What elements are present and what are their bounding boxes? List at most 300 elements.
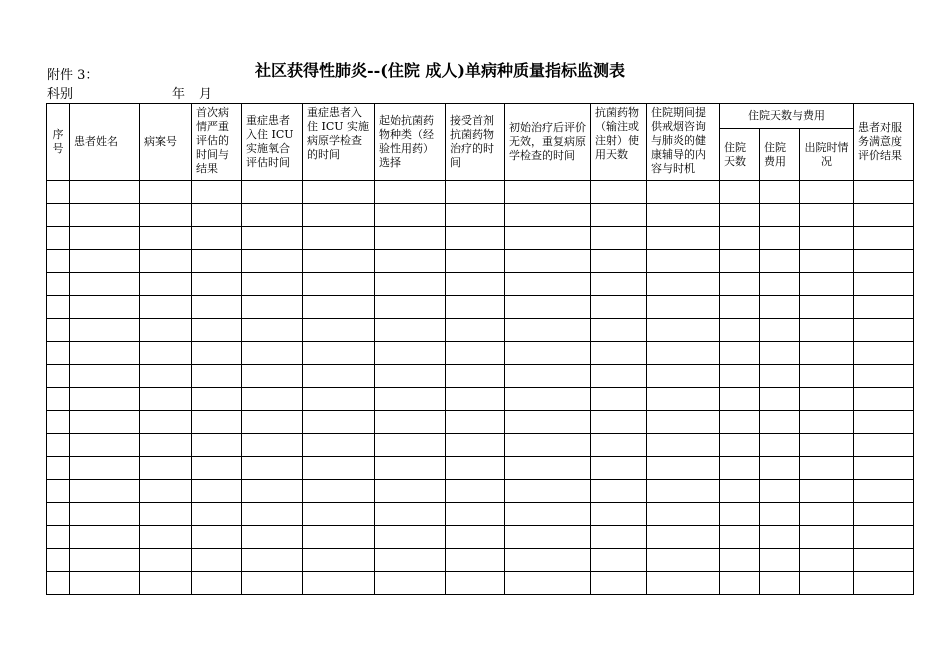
table-cell[interactable] xyxy=(720,480,760,503)
table-cell[interactable] xyxy=(47,572,70,595)
table-cell[interactable] xyxy=(140,342,192,365)
table-cell[interactable] xyxy=(140,319,192,342)
table-cell[interactable] xyxy=(70,388,140,411)
table-cell[interactable] xyxy=(192,204,242,227)
table-cell[interactable] xyxy=(647,388,720,411)
month-label: 月 xyxy=(199,87,213,102)
table-cell[interactable] xyxy=(720,250,760,273)
table-cell[interactable] xyxy=(47,411,70,434)
table-cell[interactable] xyxy=(242,503,303,526)
table-cell[interactable] xyxy=(591,572,647,595)
col-header-health-edu: 住院期间提供戒烟咨询与肺炎的健康辅导的内容与时机 xyxy=(647,104,720,181)
table-cell[interactable] xyxy=(192,411,242,434)
table-cell[interactable] xyxy=(647,227,720,250)
col-header-discharge: 出院时情况 xyxy=(800,129,854,181)
table-cell[interactable] xyxy=(647,503,720,526)
table-cell[interactable] xyxy=(647,457,720,480)
table-cell[interactable] xyxy=(800,250,854,273)
table-cell[interactable] xyxy=(47,365,70,388)
table-cell[interactable] xyxy=(591,457,647,480)
table-cell[interactable] xyxy=(760,480,800,503)
table-cell[interactable] xyxy=(192,388,242,411)
table-cell[interactable] xyxy=(303,411,375,434)
col-header-seq: 序号 xyxy=(47,104,70,181)
table-cell[interactable] xyxy=(505,342,591,365)
table-cell[interactable] xyxy=(760,250,800,273)
table-cell[interactable] xyxy=(375,319,446,342)
table-cell[interactable] xyxy=(242,204,303,227)
table-row xyxy=(47,296,914,319)
table-cell[interactable] xyxy=(591,296,647,319)
table-cell[interactable] xyxy=(800,342,854,365)
table-cell[interactable] xyxy=(303,388,375,411)
table-cell[interactable] xyxy=(800,457,854,480)
table-cell[interactable] xyxy=(760,503,800,526)
table-cell[interactable] xyxy=(140,181,192,204)
table-cell[interactable] xyxy=(70,227,140,250)
table-cell[interactable] xyxy=(140,549,192,572)
table-cell[interactable] xyxy=(760,296,800,319)
table-cell[interactable] xyxy=(647,273,720,296)
table-row xyxy=(47,342,914,365)
table-cell[interactable] xyxy=(446,273,505,296)
table-cell[interactable] xyxy=(854,549,914,572)
table-cell[interactable] xyxy=(446,549,505,572)
table-cell[interactable] xyxy=(140,273,192,296)
table-cell[interactable] xyxy=(47,227,70,250)
table-cell[interactable] xyxy=(242,457,303,480)
table-cell[interactable] xyxy=(303,296,375,319)
col-group-header-stay: 住院天数与费用 xyxy=(720,104,854,129)
table-cell[interactable] xyxy=(505,319,591,342)
table-cell[interactable] xyxy=(375,342,446,365)
table-cell[interactable] xyxy=(505,250,591,273)
page-title: 社区获得性肺炎--(住院 成人)单病种质量指标监测表 xyxy=(255,61,625,80)
table-cell[interactable] xyxy=(505,227,591,250)
table-cell[interactable] xyxy=(192,365,242,388)
table-cell[interactable] xyxy=(591,250,647,273)
table-cell[interactable] xyxy=(647,342,720,365)
table-cell[interactable] xyxy=(70,572,140,595)
table-cell[interactable] xyxy=(505,296,591,319)
table-cell[interactable] xyxy=(303,549,375,572)
col-header-first-dose: 接受首剂抗菌药物治疗的时间 xyxy=(446,104,505,181)
table-row xyxy=(47,572,914,595)
table-cell[interactable] xyxy=(375,296,446,319)
table-cell[interactable] xyxy=(591,411,647,434)
table-cell[interactable] xyxy=(303,227,375,250)
table-cell[interactable] xyxy=(242,342,303,365)
table-cell[interactable] xyxy=(800,204,854,227)
table-cell[interactable] xyxy=(647,296,720,319)
table-cell[interactable] xyxy=(375,388,446,411)
table-cell[interactable] xyxy=(70,549,140,572)
table-cell[interactable] xyxy=(47,388,70,411)
table-cell[interactable] xyxy=(47,273,70,296)
table-cell[interactable] xyxy=(800,526,854,549)
table-cell[interactable] xyxy=(47,342,70,365)
table-cell[interactable] xyxy=(647,181,720,204)
table-cell[interactable] xyxy=(70,342,140,365)
table-cell[interactable] xyxy=(720,319,760,342)
table-cell[interactable] xyxy=(647,480,720,503)
table-cell[interactable] xyxy=(760,204,800,227)
table-cell[interactable] xyxy=(760,342,800,365)
table-cell[interactable] xyxy=(140,480,192,503)
table-cell[interactable] xyxy=(854,319,914,342)
table-cell[interactable] xyxy=(720,434,760,457)
table-cell[interactable] xyxy=(303,503,375,526)
table-cell[interactable] xyxy=(192,319,242,342)
table-cell[interactable] xyxy=(505,526,591,549)
col-header-case-no: 病案号 xyxy=(140,104,192,181)
table-cell[interactable] xyxy=(800,503,854,526)
table-cell[interactable] xyxy=(720,457,760,480)
table-cell[interactable] xyxy=(303,250,375,273)
col-header-icu-pathogen: 重症患者入住 ICU 实施病原学检查的时间 xyxy=(303,104,375,181)
table-cell[interactable] xyxy=(505,434,591,457)
table-cell[interactable] xyxy=(720,388,760,411)
table-cell[interactable] xyxy=(140,503,192,526)
table-cell[interactable] xyxy=(800,411,854,434)
table-cell[interactable] xyxy=(375,227,446,250)
table-cell[interactable] xyxy=(505,365,591,388)
table-cell[interactable] xyxy=(591,342,647,365)
table-cell[interactable] xyxy=(47,319,70,342)
table-cell[interactable] xyxy=(647,250,720,273)
table-cell[interactable] xyxy=(647,365,720,388)
table-cell[interactable] xyxy=(800,572,854,595)
table-cell[interactable] xyxy=(591,388,647,411)
table-cell[interactable] xyxy=(140,457,192,480)
table-cell[interactable] xyxy=(505,503,591,526)
table-row xyxy=(47,365,914,388)
table-cell[interactable] xyxy=(591,273,647,296)
table-row xyxy=(47,526,914,549)
table-cell[interactable] xyxy=(375,503,446,526)
table-cell[interactable] xyxy=(192,296,242,319)
table-cell[interactable] xyxy=(800,549,854,572)
table-cell[interactable] xyxy=(720,549,760,572)
table-cell[interactable] xyxy=(854,227,914,250)
table-cell[interactable] xyxy=(720,227,760,250)
table-cell[interactable] xyxy=(375,434,446,457)
table-cell[interactable] xyxy=(70,411,140,434)
table-cell[interactable] xyxy=(720,296,760,319)
table-cell[interactable] xyxy=(303,342,375,365)
table-cell[interactable] xyxy=(47,204,70,227)
table-cell[interactable] xyxy=(70,503,140,526)
table-cell[interactable] xyxy=(647,204,720,227)
table-cell[interactable] xyxy=(375,457,446,480)
table-cell[interactable] xyxy=(800,319,854,342)
table-cell[interactable] xyxy=(505,457,591,480)
table-cell[interactable] xyxy=(303,319,375,342)
table-cell[interactable] xyxy=(760,181,800,204)
table-cell[interactable] xyxy=(800,480,854,503)
table-cell[interactable] xyxy=(303,457,375,480)
table-cell[interactable] xyxy=(70,526,140,549)
table-cell[interactable] xyxy=(800,181,854,204)
table-cell[interactable] xyxy=(303,273,375,296)
table-cell[interactable] xyxy=(192,250,242,273)
table-cell[interactable] xyxy=(854,181,914,204)
table-cell[interactable] xyxy=(800,365,854,388)
table-cell[interactable] xyxy=(760,457,800,480)
table-cell[interactable] xyxy=(446,204,505,227)
table-cell[interactable] xyxy=(192,572,242,595)
table-cell[interactable] xyxy=(242,549,303,572)
table-cell[interactable] xyxy=(854,434,914,457)
table-cell[interactable] xyxy=(505,273,591,296)
table-cell[interactable] xyxy=(375,273,446,296)
table-cell[interactable] xyxy=(591,365,647,388)
table-cell[interactable] xyxy=(47,434,70,457)
table-cell[interactable] xyxy=(47,457,70,480)
table-cell[interactable] xyxy=(591,549,647,572)
table-cell[interactable] xyxy=(720,503,760,526)
table-cell[interactable] xyxy=(242,434,303,457)
table-row xyxy=(47,388,914,411)
table-cell[interactable] xyxy=(591,480,647,503)
table-cell[interactable] xyxy=(854,296,914,319)
table-row xyxy=(47,204,914,227)
table-cell[interactable] xyxy=(647,572,720,595)
table-cell[interactable] xyxy=(854,342,914,365)
table-cell[interactable] xyxy=(760,273,800,296)
table-cell[interactable] xyxy=(800,273,854,296)
table-cell[interactable] xyxy=(760,227,800,250)
table-cell[interactable] xyxy=(375,549,446,572)
table-cell[interactable] xyxy=(140,526,192,549)
table-cell[interactable] xyxy=(375,411,446,434)
table-cell[interactable] xyxy=(70,319,140,342)
table-cell[interactable] xyxy=(70,457,140,480)
table-cell[interactable] xyxy=(140,365,192,388)
table-cell[interactable] xyxy=(303,480,375,503)
table-cell[interactable] xyxy=(446,526,505,549)
table-cell[interactable] xyxy=(242,250,303,273)
year-label: 年 xyxy=(172,87,186,102)
table-cell[interactable] xyxy=(47,296,70,319)
table-cell[interactable] xyxy=(70,204,140,227)
table-cell[interactable] xyxy=(242,319,303,342)
table-cell[interactable] xyxy=(760,365,800,388)
table-cell[interactable] xyxy=(760,572,800,595)
table-cell[interactable] xyxy=(591,204,647,227)
table-cell[interactable] xyxy=(591,526,647,549)
table-cell[interactable] xyxy=(446,319,505,342)
table-cell[interactable] xyxy=(854,388,914,411)
table-cell[interactable] xyxy=(192,181,242,204)
table-cell[interactable] xyxy=(242,480,303,503)
table-cell[interactable] xyxy=(140,411,192,434)
table-cell[interactable] xyxy=(760,411,800,434)
table-cell[interactable] xyxy=(303,434,375,457)
table-cell[interactable] xyxy=(591,181,647,204)
table-cell[interactable] xyxy=(854,480,914,503)
table-cell[interactable] xyxy=(854,457,914,480)
table-cell[interactable] xyxy=(242,526,303,549)
table-cell[interactable] xyxy=(140,250,192,273)
table-cell[interactable] xyxy=(47,480,70,503)
table-cell[interactable] xyxy=(70,434,140,457)
col-header-stay-days: 住院天数 xyxy=(720,129,760,181)
table-cell[interactable] xyxy=(591,227,647,250)
table-cell[interactable] xyxy=(140,434,192,457)
table-cell[interactable] xyxy=(854,250,914,273)
table-cell[interactable] xyxy=(505,181,591,204)
table-cell[interactable] xyxy=(647,319,720,342)
table-cell[interactable] xyxy=(192,273,242,296)
table-cell[interactable] xyxy=(720,572,760,595)
table-body xyxy=(47,181,914,595)
table-cell[interactable] xyxy=(192,342,242,365)
table-cell[interactable] xyxy=(591,503,647,526)
table-row xyxy=(47,549,914,572)
table-cell[interactable] xyxy=(303,181,375,204)
table-cell[interactable] xyxy=(242,572,303,595)
department-label: 科别 xyxy=(47,87,74,102)
table-cell[interactable] xyxy=(505,388,591,411)
table-cell[interactable] xyxy=(446,227,505,250)
table-cell[interactable] xyxy=(375,365,446,388)
table-cell[interactable] xyxy=(720,342,760,365)
table-cell[interactable] xyxy=(70,296,140,319)
table-cell[interactable] xyxy=(303,572,375,595)
table-cell[interactable] xyxy=(854,411,914,434)
table-cell[interactable] xyxy=(70,250,140,273)
table-cell[interactable] xyxy=(192,457,242,480)
table-cell[interactable] xyxy=(854,503,914,526)
table-cell[interactable] xyxy=(446,434,505,457)
table-cell[interactable] xyxy=(446,250,505,273)
monitoring-table xyxy=(46,103,914,595)
table-cell[interactable] xyxy=(760,319,800,342)
table-cell[interactable] xyxy=(446,342,505,365)
table-cell[interactable] xyxy=(375,204,446,227)
table-cell[interactable] xyxy=(192,434,242,457)
table-cell[interactable] xyxy=(192,503,242,526)
table-cell[interactable] xyxy=(505,549,591,572)
table-cell[interactable] xyxy=(446,365,505,388)
table-cell[interactable] xyxy=(854,572,914,595)
table-cell[interactable] xyxy=(375,480,446,503)
table-cell[interactable] xyxy=(242,296,303,319)
table-cell[interactable] xyxy=(303,365,375,388)
table-cell[interactable] xyxy=(47,181,70,204)
table-cell[interactable] xyxy=(800,227,854,250)
table-cell[interactable] xyxy=(70,480,140,503)
table-cell[interactable] xyxy=(760,388,800,411)
table-cell[interactable] xyxy=(720,181,760,204)
table-cell[interactable] xyxy=(505,572,591,595)
table-cell[interactable] xyxy=(446,388,505,411)
table-cell[interactable] xyxy=(140,296,192,319)
table-cell[interactable] xyxy=(800,434,854,457)
table-row xyxy=(47,181,914,204)
table-cell[interactable] xyxy=(446,572,505,595)
table-cell[interactable] xyxy=(446,181,505,204)
table-cell[interactable] xyxy=(242,181,303,204)
table-cell[interactable] xyxy=(375,572,446,595)
table-cell[interactable] xyxy=(854,526,914,549)
table-cell[interactable] xyxy=(242,227,303,250)
table-cell[interactable] xyxy=(242,365,303,388)
table-cell[interactable] xyxy=(505,411,591,434)
table-cell[interactable] xyxy=(854,273,914,296)
table-cell[interactable] xyxy=(446,296,505,319)
table-cell[interactable] xyxy=(760,434,800,457)
table-cell[interactable] xyxy=(647,526,720,549)
col-header-antibiotic-choice: 起始抗菌药物种类（经验性用药）选择 xyxy=(375,104,446,181)
table-cell[interactable] xyxy=(47,526,70,549)
table-cell[interactable] xyxy=(242,411,303,434)
table-cell[interactable] xyxy=(140,572,192,595)
table-cell[interactable] xyxy=(140,388,192,411)
table-cell[interactable] xyxy=(446,457,505,480)
col-header-name: 患者姓名 xyxy=(70,104,140,181)
table-cell[interactable] xyxy=(70,273,140,296)
table-cell[interactable] xyxy=(140,204,192,227)
table-cell[interactable] xyxy=(647,411,720,434)
table-cell[interactable] xyxy=(70,365,140,388)
table-cell[interactable] xyxy=(70,181,140,204)
table-cell[interactable] xyxy=(375,250,446,273)
table-cell[interactable] xyxy=(446,480,505,503)
table-cell[interactable] xyxy=(505,480,591,503)
table-cell[interactable] xyxy=(375,526,446,549)
col-header-first-eval: 首次病情严重评估的时间与结果 xyxy=(192,104,242,181)
table-cell[interactable] xyxy=(800,388,854,411)
table-cell[interactable] xyxy=(303,526,375,549)
table-row xyxy=(47,273,914,296)
table-cell[interactable] xyxy=(446,503,505,526)
table-cell[interactable] xyxy=(192,227,242,250)
table-cell[interactable] xyxy=(192,480,242,503)
table-cell[interactable] xyxy=(591,319,647,342)
table-row xyxy=(47,503,914,526)
table-cell[interactable] xyxy=(720,204,760,227)
table-cell[interactable] xyxy=(720,526,760,549)
table-cell[interactable] xyxy=(720,273,760,296)
table-cell[interactable] xyxy=(760,549,800,572)
table-cell[interactable] xyxy=(242,273,303,296)
table-cell[interactable] xyxy=(242,388,303,411)
table-cell[interactable] xyxy=(47,503,70,526)
table-cell[interactable] xyxy=(303,204,375,227)
col-header-icu-oxygen: 重症患者入住 ICU 实施氧合评估时间 xyxy=(242,104,303,181)
table-cell[interactable] xyxy=(647,434,720,457)
table-cell[interactable] xyxy=(192,526,242,549)
table-cell[interactable] xyxy=(591,434,647,457)
table-cell[interactable] xyxy=(720,365,760,388)
table-cell[interactable] xyxy=(446,411,505,434)
table-cell[interactable] xyxy=(800,296,854,319)
table-cell[interactable] xyxy=(47,549,70,572)
table-cell[interactable] xyxy=(140,227,192,250)
table-cell[interactable] xyxy=(375,181,446,204)
table-cell[interactable] xyxy=(505,204,591,227)
table-cell[interactable] xyxy=(854,204,914,227)
table-cell[interactable] xyxy=(47,250,70,273)
table-cell[interactable] xyxy=(760,526,800,549)
table-cell[interactable] xyxy=(192,549,242,572)
table-cell[interactable] xyxy=(854,365,914,388)
table-row xyxy=(47,227,914,250)
table-cell[interactable] xyxy=(647,549,720,572)
table-cell[interactable] xyxy=(720,411,760,434)
